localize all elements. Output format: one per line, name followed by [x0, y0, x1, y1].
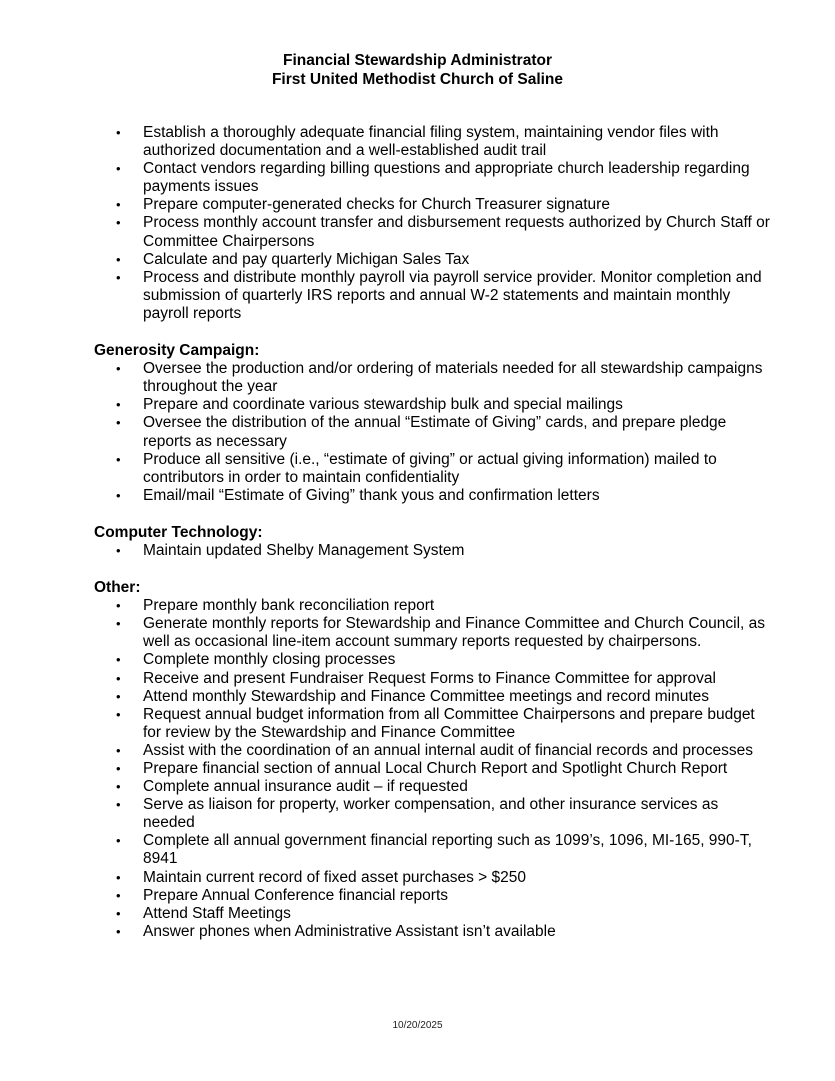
list-item: • Prepare Annual Conference financial reports [94, 887, 774, 905]
list-item: • Establish a thoroughly adequate financial filing system, maintaining vendor files with authorized documentation and a well-established audit trail [94, 124, 774, 160]
list-item: • Receive and present Fundraiser Request Forms to Finance Committee for approval [94, 670, 774, 688]
section-heading-computer-technology: Computer Technology: [94, 523, 263, 541]
list-item: • Prepare and coordinate various stewardship bulk and special mailings [94, 396, 774, 414]
list-item: • Calculate and pay quarterly Michigan Sales Tax [94, 251, 774, 269]
list-item: • Prepare financial section of annual Local Church Report and Spotlight Church Report [94, 760, 774, 778]
list-item: • Attend monthly Stewardship and Finance Committee meetings and record minutes [94, 688, 774, 706]
computer-technology-list [94, 542, 774, 560]
general-duties-list [94, 124, 774, 323]
list-item: • Prepare computer-generated checks for Church Treasurer signature [94, 196, 774, 214]
list-item: • Generate monthly reports for Stewardship and Finance Committee and Church Council, as well as occasional line-item account summary reports requested by chairpersons. [94, 615, 774, 651]
list-item: • Oversee the distribution of the annual “Estimate of Giving” cards, and prepare pledge reports as necessary [94, 414, 774, 450]
section-heading-generosity-campaign: Generosity Campaign: [94, 342, 260, 360]
list-item: • Attend Staff Meetings [94, 905, 774, 923]
list-item: • Complete monthly closing processes [94, 651, 774, 669]
list-item: • Email/mail “Estimate of Giving” thank yous and confirmation letters [94, 487, 774, 505]
list-item: • Process and distribute monthly payroll via payroll service provider. Monitor completion and submission of quarterly IRS reports and annual W-2 statements and maintain monthly payroll reports [94, 269, 774, 323]
list-item: • Prepare monthly bank reconciliation report [94, 597, 774, 615]
list-item: • Answer phones when Administrative Assistant isn’t available [94, 923, 774, 941]
list-item: • Request annual budget information from all Committee Chairpersons and prepare budget for review by the Stewardship and Finance Committee [94, 706, 774, 742]
footer-date: 10/20/2025 [392, 1020, 443, 1031]
list-item: • Maintain updated Shelby Management System [94, 542, 774, 560]
list-item: • Complete annual insurance audit – if requested [94, 778, 774, 796]
list-item: • Produce all sensitive (i.e., “estimate of giving” or actual giving information) mailed to contributors in order to maintain confidentiality [94, 451, 774, 487]
list-item: • Serve as liaison for property, worker compensation, and other insurance services as needed [94, 796, 774, 832]
organization-name: First United Methodist Church of Saline [271, 71, 564, 88]
job-title: Financial Stewardship Administrator [282, 52, 552, 69]
generosity-campaign-list [94, 360, 774, 505]
document-body [94, 124, 774, 941]
section-heading-other: Other: [94, 579, 141, 597]
list-item: • Oversee the production and/or ordering of materials needed for all stewardship campaigns throughout the year [94, 360, 774, 396]
list-item: • Process monthly account transfer and disbursement requests authorized by Church Staff or Committee Chairpersons [94, 214, 774, 250]
list-item: • Maintain current record of fixed asset purchases > $250 [94, 869, 774, 887]
other-duties-list [94, 597, 774, 941]
list-item: • Contact vendors regarding billing questions and appropriate church leadership regarding payments issues [94, 160, 774, 196]
document-title [0, 51, 835, 89]
list-item: • Assist with the coordination of an annual internal audit of financial records and processes [94, 742, 774, 760]
list-item: • Complete all annual government financial reporting such as 1099’s, 1096, MI-165, 990-T, 8941 [94, 832, 774, 868]
